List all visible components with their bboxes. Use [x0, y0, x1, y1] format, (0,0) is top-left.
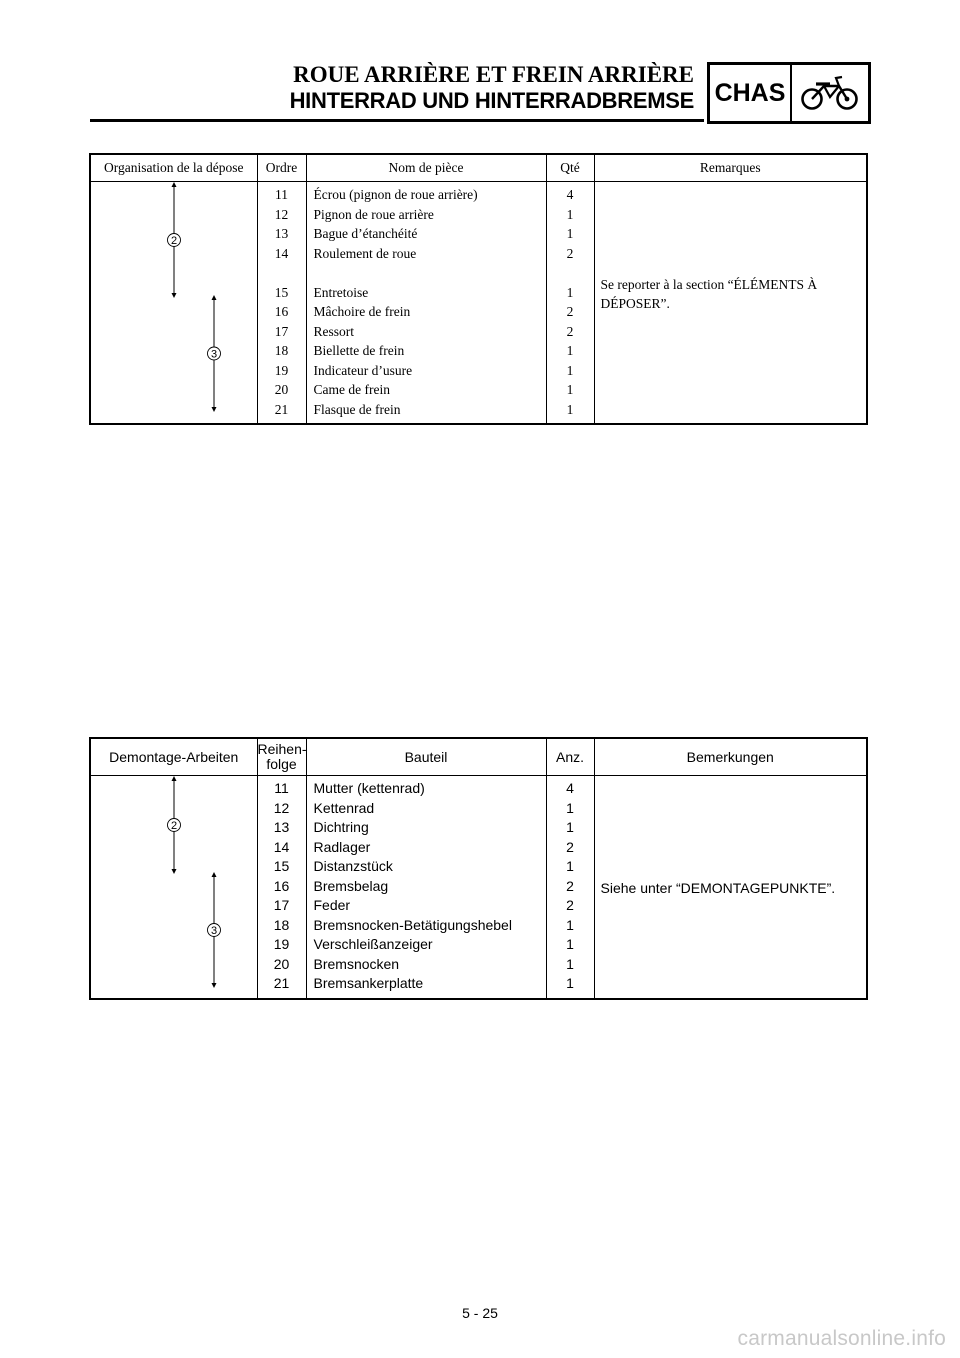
header-part-name: Nom de pièce — [306, 154, 546, 182]
step-arrows — [91, 182, 258, 425]
arrow-head-up-icon — [172, 182, 177, 187]
arrow-head-down-icon — [172, 869, 177, 874]
quantity-cell: 1 — [546, 955, 594, 975]
part-name-cell: Bague d’étanchéité — [306, 224, 546, 244]
quantity-cell: 1 — [546, 974, 594, 999]
parts-table-french — [89, 153, 868, 425]
remark-text: Siehe unter “DEMONTAGEPUNKTE”. — [600, 879, 836, 896]
order-cell: 20 — [257, 380, 306, 400]
removal-order-arrows — [90, 182, 257, 425]
quantity-cell: 2 — [546, 302, 594, 322]
section-label: CHAS — [710, 65, 792, 121]
table-header-row — [90, 154, 867, 182]
order-cell: 12 — [257, 205, 306, 225]
part-name-cell: Entretoise — [306, 283, 546, 303]
part-name-cell: Pignon de roue arrière — [306, 205, 546, 225]
order-cell: 13 — [257, 818, 306, 838]
order-cell: 21 — [257, 400, 306, 425]
part-name-cell: Flasque de frein — [306, 400, 546, 425]
header-remarks: Remarques — [594, 154, 867, 182]
order-cell: 19 — [257, 935, 306, 955]
step-arrows — [91, 776, 258, 999]
arrow-head-up-icon — [212, 295, 217, 300]
order-cell: 11 — [257, 776, 306, 799]
order-cell: 15 — [257, 857, 306, 877]
arrow-head-down-icon — [212, 407, 217, 412]
step-number-label: 3 — [210, 925, 218, 937]
header-remarks: Bemerkungen — [594, 738, 867, 776]
part-name-cell: Mutter (kettenrad) — [306, 776, 546, 799]
order-cell: 18 — [257, 916, 306, 936]
header-removal-order: Demontage-Arbeiten — [90, 738, 257, 776]
header-quantity: Anz. — [546, 738, 594, 776]
part-name-cell: Distanzstück — [306, 857, 546, 877]
part-name-cell: Ressort — [306, 322, 546, 342]
header-part-name: Bauteil — [306, 738, 546, 776]
header-quantity: Qté — [546, 154, 594, 182]
page-title-german: HINTERRAD UND HINTERRADBREMSE — [289, 88, 694, 113]
table-header-row — [90, 738, 867, 776]
order-cell: 21 — [257, 974, 306, 999]
part-name-cell: Feder — [306, 896, 546, 916]
quantity-cell: 4 — [546, 182, 594, 205]
quantity-cell: 1 — [546, 818, 594, 838]
part-name-cell: Bremsbelag — [306, 877, 546, 897]
part-name-cell: Kettenrad — [306, 799, 546, 819]
order-cell: 20 — [257, 955, 306, 975]
table-body — [90, 182, 867, 425]
arrow-head-down-icon — [212, 983, 217, 988]
quantity-cell: 1 — [546, 799, 594, 819]
header-order-line-2: folge — [266, 756, 297, 772]
step-number-label: 2 — [170, 820, 178, 832]
quantity-cell: 2 — [546, 896, 594, 916]
part-name-cell: Roulement de roue — [306, 244, 546, 283]
quantity-cell: 2 — [546, 322, 594, 342]
quantity-cell: 1 — [546, 916, 594, 936]
arrow-head-up-icon — [212, 872, 217, 877]
header-order: Ordre — [257, 154, 306, 182]
header-order — [257, 738, 306, 776]
remarks-cell — [594, 182, 867, 425]
parts-table-german — [89, 737, 868, 1000]
order-cell: 11 — [257, 182, 306, 205]
table-row — [90, 776, 867, 799]
part-name-cell: Radlager — [306, 838, 546, 858]
part-name-cell: Indicateur d’usure — [306, 361, 546, 381]
quantity-cell: 1 — [546, 935, 594, 955]
step-number-label: 2 — [170, 235, 178, 247]
section-badge — [707, 62, 871, 124]
remark-text: Se reporter à la section “ÉLÉMENTS À DÉPOSER”. — [600, 276, 818, 312]
remarks-cell — [594, 776, 867, 999]
quantity-cell: 1 — [546, 341, 594, 361]
part-name-cell: Verschleißanzeiger — [306, 935, 546, 955]
table-body — [90, 776, 867, 999]
quantity-cell: 1 — [546, 857, 594, 877]
page-number: 5 - 25 — [462, 1305, 498, 1321]
header-removal-order: Organisation de la dépose — [90, 154, 257, 182]
order-cell: 19 — [257, 361, 306, 381]
order-cell: 17 — [257, 322, 306, 342]
motorcycle-icon — [792, 65, 868, 121]
order-cell: 12 — [257, 799, 306, 819]
header-order-line-1: Reihen- — [257, 741, 307, 757]
step-number-label: 3 — [210, 348, 218, 361]
quantity-cell: 2 — [546, 838, 594, 858]
quantity-cell: 4 — [546, 776, 594, 799]
quantity-cell: 2 — [546, 244, 594, 283]
order-cell: 15 — [257, 283, 306, 303]
quantity-cell: 1 — [546, 283, 594, 303]
removal-order-arrows — [90, 776, 257, 999]
quantity-cell: 1 — [546, 380, 594, 400]
watermark: carmanualsonline.info — [737, 1327, 946, 1350]
part-name-cell: Bremsankerplatte — [306, 974, 546, 999]
order-cell: 16 — [257, 302, 306, 322]
part-name-cell: Mâchoire de frein — [306, 302, 546, 322]
quantity-cell: 1 — [546, 361, 594, 381]
order-cell: 18 — [257, 341, 306, 361]
part-name-cell: Bremsnocken-Betätigungshebel — [306, 916, 546, 936]
quantity-cell: 1 — [546, 224, 594, 244]
order-cell: 17 — [257, 896, 306, 916]
order-cell: 14 — [257, 244, 306, 283]
arrow-head-up-icon — [172, 776, 177, 781]
part-name-cell: Dichtring — [306, 818, 546, 838]
part-name-cell: Bremsnocken — [306, 955, 546, 975]
title-underline — [90, 119, 704, 122]
page-title-french: ROUE ARRIÈRE ET FREIN ARRIÈRE — [293, 62, 694, 87]
part-name-cell: Biellette de frein — [306, 341, 546, 361]
quantity-cell: 2 — [546, 877, 594, 897]
order-cell: 13 — [257, 224, 306, 244]
quantity-cell: 1 — [546, 400, 594, 425]
arrow-head-down-icon — [172, 293, 177, 298]
order-cell: 16 — [257, 877, 306, 897]
part-name-cell: Écrou (pignon de roue arrière) — [306, 182, 546, 205]
part-name-cell: Came de frein — [306, 380, 546, 400]
order-cell: 14 — [257, 838, 306, 858]
quantity-cell: 1 — [546, 205, 594, 225]
table-row — [90, 182, 867, 205]
